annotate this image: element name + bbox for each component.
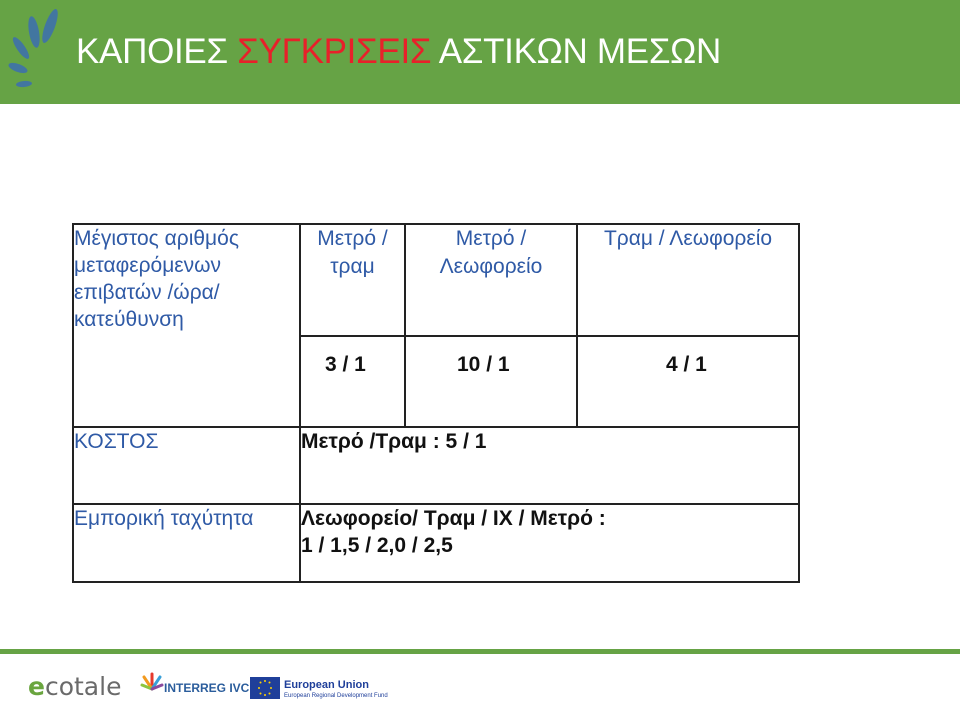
col-header-metro-bus: Μετρό / Λεωφορείο xyxy=(405,224,577,336)
speed-value xyxy=(300,504,799,582)
ratio-cell-1 xyxy=(300,336,405,427)
capacity-label: Μέγιστος αριθμός μεταφερόμενων επιβατών /ώρα/ κατεύθυνση xyxy=(73,224,300,427)
speed-value-line2: 1 / 1,5 / 2,0 / 2,5 xyxy=(301,534,453,557)
cost-label: ΚΟΣΤΟΣ xyxy=(73,427,300,504)
page-title: ΚΑΠΟΙΕΣ ΣΥΓΚΡΙΣΕΙΣ ΑΣΤΙΚΩΝ ΜΕΣΩΝ xyxy=(76,32,721,71)
eu-logo: European Union European Regional Development Fund xyxy=(250,677,380,703)
comparison-table xyxy=(72,223,800,583)
col-header-tram-bus: Τραμ / Λεωφορείο xyxy=(577,224,799,336)
col-header-metro-tram: Μετρό / τραμ xyxy=(300,224,405,336)
ratio-metro-bus: 10 / 1 xyxy=(457,353,510,376)
title-accent: ΣΥΓΚΡΙΣΕΙΣ xyxy=(237,32,432,71)
speed-value-line1: Λεωφορείο/ Τραμ / ΙΧ / Μετρό : xyxy=(301,507,606,530)
eu-flag-icon xyxy=(250,677,280,699)
header-bar xyxy=(0,0,960,104)
ecotale-logo: ecotale xyxy=(28,672,122,701)
interreg-logo: INTERREG IVC xyxy=(140,671,240,705)
interreg-burst-icon xyxy=(140,671,164,703)
ratio-cell-2 xyxy=(405,336,577,427)
ratio-metro-tram: 3 / 1 xyxy=(325,353,366,376)
cost-value: Μετρό /Τραμ : 5 / 1 xyxy=(300,427,799,504)
speed-label: Εμπορική ταχύτητα xyxy=(73,504,300,582)
footer-divider xyxy=(0,649,960,654)
ratio-cell-3 xyxy=(577,336,799,427)
ratio-tram-bus: 4 / 1 xyxy=(666,353,707,376)
